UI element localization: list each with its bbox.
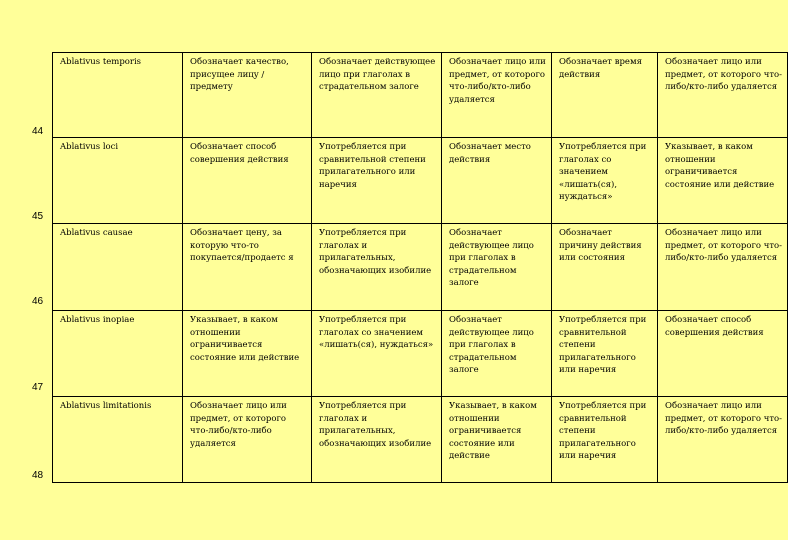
meaning-cell: Обозначает действующее лицо при глаголах в страдательном залоге [442,224,552,311]
row-number: 47 [32,382,44,393]
meaning-cell: Обозначает лицо или предмет, от которого что-либо/кто-либо удаляется [658,224,788,311]
row-number: 45 [32,211,44,222]
meaning-cell: Указывает, в каком отношении ограничивается состояние или действие [658,138,788,224]
meaning-cell: Обозначает способ совершения действия [658,311,788,397]
meaning-cell: Обозначает место действия [442,138,552,224]
meaning-cell: Обозначает лицо или предмет, от которого что-либо/кто-либо удаляется [183,397,312,483]
meaning-cell: Употребляется при сравнительной степени прилагательного или наречия [552,311,658,397]
table-row [53,311,788,397]
meaning-cell: Обозначает лицо или предмет, от которого что-либо/кто-либо удаляется [442,53,552,138]
meaning-cell: Обозначает лицо или предмет, от которого что-либо/кто-либо удаляется [658,397,788,483]
ablative-type-cell: Ablativus limitationis [53,397,183,483]
meaning-cell: Употребляется при глаголах со значением «лишать(ся), нуждаться» [552,138,658,224]
ablative-matching-table [52,52,788,483]
meaning-cell: Указывает, в каком отношении ограничивается состояние или действие [183,311,312,397]
ablative-type-cell: Ablativus causae [53,224,183,311]
meaning-cell: Употребляется при сравнительной степени прилагательного или наречия [552,397,658,483]
row-number: 46 [32,296,44,307]
ablative-type-cell: Ablativus inopiae [53,311,183,397]
ablative-type-cell: Ablativus loci [53,138,183,224]
row-number: 48 [32,470,44,481]
meaning-cell: Употребляется при сравнительной степени прилагательного или наречия [312,138,442,224]
meaning-cell: Обозначает способ совершения действия [183,138,312,224]
meaning-cell: Указывает, в каком отношении ограничивается состояние или действие [442,397,552,483]
meaning-cell: Обозначает действующее лицо при глаголах в страдательном залоге [442,311,552,397]
row-number: 44 [32,126,44,137]
ablative-type-cell: Ablativus temporis [53,53,183,138]
meaning-cell: Обозначает цену, за которую что-то покупается/продаетс я [183,224,312,311]
meaning-cell: Употребляется при глаголах и прилагательных, обозначающих изобилие [312,224,442,311]
meaning-cell: Обозначает качество, присущее лицу / предмету [183,53,312,138]
table-row [53,53,788,138]
meaning-cell: Обозначает действующее лицо при глаголах в страдательном залоге [312,53,442,138]
table-row [53,138,788,224]
meaning-cell: Употребляется при глаголах и прилагательных, обозначающих изобилие [312,397,442,483]
table-row [53,397,788,483]
meaning-cell: Обозначает причину действия или состояния [552,224,658,311]
table-row [53,224,788,311]
meaning-cell: Обозначает время действия [552,53,658,138]
meaning-cell: Употребляется при глаголах со значением «лишать(ся), нуждаться» [312,311,442,397]
meaning-cell: Обозначает лицо или предмет, от которого что-либо/кто-либо удаляется [658,53,788,138]
